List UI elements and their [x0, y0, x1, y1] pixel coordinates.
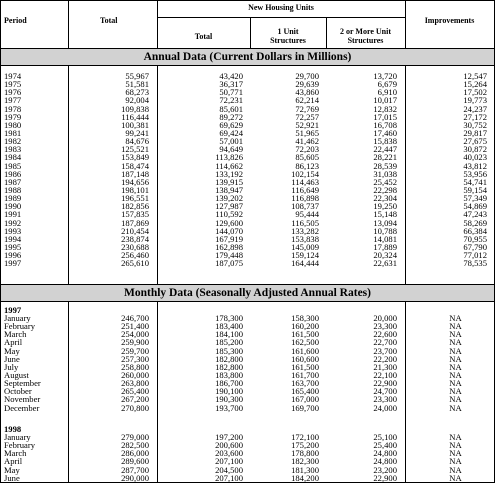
- annual-total-column: [71, 72, 149, 267]
- table-cell-one-unit: 184,200: [291, 472, 319, 483]
- table-cell-new-total: 50,771: [219, 87, 243, 98]
- table-cell-improvements: 29,817: [463, 127, 487, 138]
- table-cell-two-more: 19,250: [373, 201, 397, 212]
- table-cell-improvements: NA: [449, 361, 462, 372]
- table-cell-improvements: 40,023: [463, 152, 487, 163]
- table-cell-two-more: 25,400: [373, 440, 397, 451]
- table-cell-new-total: 138,947: [215, 184, 243, 195]
- table-cell-improvements: 43,812: [463, 160, 487, 171]
- table-cell-period: 1984: [4, 152, 22, 163]
- table-cell-total: 109,838: [121, 103, 149, 114]
- table-cell-total: 238,874: [121, 233, 149, 244]
- table-cell-total: 265,610: [121, 258, 149, 269]
- table-cell-total: 258,800: [121, 361, 149, 372]
- header-improvements: Improvements: [424, 16, 475, 25]
- table-cell-one-unit: 51,965: [295, 127, 319, 138]
- table-cell-improvements: 12,547: [463, 71, 487, 81]
- table-cell-improvements: NA: [449, 353, 462, 364]
- table-cell-one-unit: 161,600: [291, 345, 319, 356]
- table-cell-total: 182,856: [121, 201, 149, 212]
- table-cell-improvements: 24,237: [463, 103, 487, 114]
- table-cell-total: 99,241: [125, 127, 149, 138]
- table-cell-two-more: 20,324: [373, 250, 397, 261]
- table-cell-one-unit: 178,800: [291, 448, 319, 459]
- table-cell-improvements: NA: [449, 337, 462, 348]
- table-cell-improvements: NA: [449, 402, 462, 413]
- table-cell-total: 158,474: [121, 160, 149, 171]
- table-cell-one-unit: 116,898: [291, 193, 319, 204]
- table-cell-one-unit: 41,462: [295, 136, 319, 147]
- table-cell-total: 100,381: [121, 119, 149, 130]
- table-cell-period: 1995: [4, 241, 22, 252]
- table-cell-improvements: 54,741: [463, 176, 487, 187]
- table-cell-two-more: 28,221: [373, 152, 397, 163]
- table-cell-improvements: NA: [449, 369, 462, 380]
- table-cell-period: October: [4, 386, 32, 397]
- table-cell-one-unit: 175,200: [291, 440, 319, 451]
- table-cell-new-total: 185,200: [215, 337, 243, 348]
- table-cell-new-total: 207,100: [215, 472, 243, 483]
- monthly-1997-period-column: [4, 314, 64, 412]
- table-cell-new-total: 89,272: [219, 111, 243, 122]
- monthly-1997-new-total-column: [161, 314, 243, 412]
- table-cell-total: 290,000: [121, 472, 149, 483]
- table-cell-two-more: 10,017: [373, 95, 397, 106]
- table-cell-total: 289,600: [121, 456, 149, 467]
- table-cell-two-more: 6,679: [377, 79, 397, 90]
- table-cell-total: 198,101: [121, 184, 149, 195]
- table-cell-two-more: 24,700: [373, 386, 397, 397]
- table-cell-improvements: 59,154: [463, 184, 487, 195]
- table-cell-improvements: 70,955: [463, 233, 487, 244]
- table-cell-one-unit: 72,769: [295, 103, 319, 114]
- table-cell-new-total: 197,200: [215, 432, 243, 442]
- table-cell-two-more: 13,094: [373, 217, 397, 228]
- header-two-more: 2 or More Unit: [339, 27, 392, 36]
- table-cell-one-unit: 161,500: [291, 361, 319, 372]
- annual-period-column: [4, 72, 64, 267]
- table-cell-improvements: 53,956: [463, 168, 487, 179]
- table-cell-period: 1978: [4, 103, 22, 114]
- table-cell-one-unit: 52,921: [295, 119, 319, 130]
- table-cell-new-total: 129,600: [215, 217, 243, 228]
- table-cell-total: 251,400: [121, 321, 149, 332]
- table-cell-improvements: 57,349: [463, 193, 487, 204]
- table-cell-one-unit: 161,500: [291, 329, 319, 340]
- table-cell-new-total: 72,231: [219, 95, 243, 106]
- table-cell-new-total: 178,300: [215, 313, 243, 323]
- table-cell-period: 1988: [4, 184, 22, 195]
- table-cell-new-total: 144,070: [215, 225, 243, 236]
- table-cell-new-total: 184,100: [215, 329, 243, 340]
- table-cell-one-unit: 85,605: [295, 152, 319, 163]
- table-cell-two-more: 21,300: [373, 361, 397, 372]
- table-cell-total: 246,700: [121, 313, 149, 323]
- table-cell-improvements: 77,012: [463, 250, 487, 261]
- table-cell-improvements: NA: [449, 386, 462, 397]
- table-cell-two-more: 24,800: [373, 456, 397, 467]
- table-cell-total: 259,700: [121, 345, 149, 356]
- table-cell-two-more: 17,460: [373, 127, 397, 138]
- header-divider: [157, 17, 405, 18]
- table-cell-two-more: 15,838: [373, 136, 397, 147]
- table-cell-new-total: 187,075: [215, 258, 243, 269]
- table-cell-one-unit: 160,600: [291, 353, 319, 364]
- table-cell-one-unit: 167,000: [291, 394, 319, 405]
- table-cell-total: 51,581: [125, 79, 149, 90]
- table-cell-one-unit: 158,300: [291, 313, 319, 323]
- table-cell-period: December: [4, 402, 40, 413]
- table-cell-total: 254,000: [121, 329, 149, 340]
- monthly-1998-one-unit-column: [251, 433, 319, 482]
- table-cell-one-unit: 29,639: [295, 79, 319, 90]
- table-cell-improvements: 27,675: [463, 136, 487, 147]
- table-cell-total: 230,688: [121, 241, 149, 252]
- table-cell-period: 1982: [4, 136, 22, 147]
- table-cell-period: 1989: [4, 193, 22, 204]
- table-cell-two-more: 17,015: [373, 111, 397, 122]
- table-cell-period: 1991: [4, 209, 22, 220]
- table-cell-new-total: 183,400: [215, 321, 243, 332]
- table-cell-one-unit: 160,200: [291, 321, 319, 332]
- table-cell-period: June: [4, 472, 20, 483]
- table-cell-two-more: 22,700: [373, 337, 397, 348]
- table-cell-one-unit: 181,300: [291, 464, 319, 475]
- table-cell-new-total: 183,800: [215, 369, 243, 380]
- table-cell-two-more: 16,708: [373, 119, 397, 130]
- monthly-1997-improvements-column: [405, 314, 495, 412]
- table-cell-new-total: 36,317: [219, 79, 243, 90]
- table-cell-one-unit: 159,124: [291, 250, 319, 261]
- annual-section-title: Annual Data (Current Dollars in Millions): [1, 48, 494, 66]
- monthly-1997-two-more-column: [327, 314, 397, 412]
- table-cell-two-more: 6,910: [377, 87, 397, 98]
- table-cell-period: 1994: [4, 233, 22, 244]
- table-cell-total: 194,656: [121, 176, 149, 187]
- monthly-1998-total-column: [71, 433, 149, 482]
- table-cell-total: 287,700: [121, 464, 149, 475]
- table-cell-period: 1997: [4, 258, 22, 269]
- monthly-1997-total-column: [71, 314, 149, 412]
- year-label-1998: 1998: [4, 424, 22, 434]
- table-cell-period: 1996: [4, 250, 22, 261]
- table-cell-improvements: NA: [449, 329, 462, 340]
- table-cell-total: 196,551: [121, 193, 149, 204]
- table-cell-period: 1986: [4, 168, 22, 179]
- table-cell-total: 267,200: [121, 394, 149, 405]
- annual-improvements-column: [407, 72, 487, 267]
- table-cell-improvements: NA: [449, 448, 462, 459]
- table-cell-one-unit: 72,203: [295, 144, 319, 155]
- table-cell-one-unit: 95,444: [295, 209, 319, 220]
- table-cell-one-unit: 153,838: [291, 233, 319, 244]
- table-cell-new-total: 139,202: [215, 193, 243, 204]
- table-cell-total: 260,000: [121, 369, 149, 380]
- table-cell-total: 282,500: [121, 440, 149, 451]
- table-cell-period: 1992: [4, 217, 22, 228]
- table-cell-new-total: 139,915: [215, 176, 243, 187]
- table-cell-two-more: 22,100: [373, 369, 397, 380]
- table-cell-improvements: 30,752: [463, 119, 487, 130]
- table-cell-two-more: 22,304: [373, 193, 397, 204]
- table-cell-total: 286,000: [121, 448, 149, 459]
- table-cell-new-total: 69,629: [219, 119, 243, 130]
- column-divider: [157, 1, 158, 482]
- table-cell-new-total: 200,600: [215, 440, 243, 451]
- annual-two-more-column: [327, 72, 397, 267]
- table-cell-improvements: 58,269: [463, 217, 487, 228]
- table-cell-new-total: 190,100: [215, 386, 243, 397]
- table-cell-total: 68,273: [125, 87, 149, 98]
- monthly-1998-two-more-column: [327, 433, 397, 482]
- table-cell-period: 1980: [4, 119, 22, 130]
- table-cell-new-total: 182,800: [215, 361, 243, 372]
- table-cell-two-more: 22,298: [373, 184, 397, 195]
- table-cell-new-total: 182,800: [215, 353, 243, 364]
- table-cell-period: 1993: [4, 225, 22, 236]
- table-cell-two-more: 17,889: [373, 241, 397, 252]
- table-cell-new-total: 114,662: [215, 160, 243, 171]
- table-cell-period: 1979: [4, 111, 22, 122]
- table-cell-one-unit: 133,282: [291, 225, 319, 236]
- monthly-section-title: Monthly Data (Seasonally Adjusted Annual Rates): [1, 284, 494, 302]
- table-cell-period: August: [4, 369, 29, 380]
- table-cell-improvements: NA: [449, 394, 462, 405]
- table-cell-one-unit: 145,009: [291, 241, 319, 252]
- table-cell-two-more: 14,081: [373, 233, 397, 244]
- table-cell-one-unit: 86,123: [295, 160, 319, 171]
- table-cell-new-total: 204,500: [215, 464, 243, 475]
- table-cell-new-total: 85,601: [219, 103, 243, 114]
- header-two-more-structures: Structures: [347, 36, 384, 45]
- table-cell-period: 1985: [4, 160, 22, 171]
- table-cell-improvements: NA: [449, 321, 462, 332]
- table-cell-two-more: 23,300: [373, 394, 397, 405]
- table-cell-one-unit: 102,154: [291, 168, 319, 179]
- table-cell-total: 257,300: [121, 353, 149, 364]
- header-total: Total: [100, 16, 118, 25]
- header-one-unit-structures: Structures: [270, 36, 306, 45]
- table-cell-period: April: [4, 456, 23, 467]
- table-cell-new-total: 133,192: [215, 168, 243, 179]
- table-cell-total: 270,800: [121, 402, 149, 413]
- monthly-1998-new-total-column: [161, 433, 243, 482]
- table-cell-one-unit: 164,444: [291, 258, 319, 269]
- table-cell-new-total: 167,919: [215, 233, 243, 244]
- table-cell-two-more: 20,000: [373, 313, 397, 323]
- table-cell-improvements: NA: [449, 313, 462, 323]
- table-cell-total: 263,800: [121, 378, 149, 389]
- table-cell-period: January: [4, 313, 31, 323]
- table-cell-one-unit: 163,700: [291, 378, 319, 389]
- table-cell-two-more: 24,800: [373, 448, 397, 459]
- table-cell-total: 259,900: [121, 337, 149, 348]
- table-cell-improvements: 66,384: [463, 225, 487, 236]
- monthly-1997-one-unit-column: [251, 314, 319, 412]
- annual-new-total-column: [161, 72, 243, 267]
- table-cell-period: February: [4, 321, 36, 332]
- table-cell-two-more: 22,900: [373, 378, 397, 389]
- table-cell-improvements: 67,790: [463, 241, 487, 252]
- table-cell-one-unit: 43,860: [295, 87, 319, 98]
- header-new-total: Total: [194, 32, 213, 41]
- table-cell-improvements: 17,502: [463, 87, 487, 98]
- table-cell-two-more: 23,700: [373, 345, 397, 356]
- table-cell-new-total: 162,898: [215, 241, 243, 252]
- table-cell-two-more: 24,000: [373, 402, 397, 413]
- table-cell-total: 84,676: [125, 136, 149, 147]
- table-cell-two-more: 13,720: [373, 71, 397, 81]
- table-cell-improvements: NA: [449, 378, 462, 389]
- table-cell-period: March: [4, 329, 27, 340]
- table-cell-period: May: [4, 345, 20, 356]
- table-cell-improvements: 78,535: [463, 258, 487, 269]
- table-cell-improvements: 47,243: [463, 209, 487, 220]
- table-cell-two-more: 12,832: [373, 103, 397, 114]
- table-cell-improvements: NA: [449, 464, 462, 475]
- table-cell-new-total: 57,001: [219, 136, 243, 147]
- table-cell-improvements: 54,869: [463, 201, 487, 212]
- table-cell-one-unit: 182,300: [291, 456, 319, 467]
- table-cell-new-total: 185,300: [215, 345, 243, 356]
- table-cell-one-unit: 162,500: [291, 337, 319, 348]
- table-cell-improvements: NA: [449, 456, 462, 467]
- table-cell-one-unit: 114,463: [291, 176, 319, 187]
- table-cell-one-unit: 165,400: [291, 386, 319, 397]
- table-cell-one-unit: 72,257: [295, 111, 319, 122]
- table-cell-one-unit: 172,100: [291, 432, 319, 442]
- table-cell-one-unit: 169,700: [291, 402, 319, 413]
- table-cell-improvements: NA: [449, 345, 462, 356]
- table-cell-one-unit: 116,505: [291, 217, 319, 228]
- table-cell-new-total: 127,987: [215, 201, 243, 212]
- table-cell-one-unit: 62,214: [295, 95, 319, 106]
- table-cell-new-total: 113,826: [215, 152, 243, 163]
- table-cell-total: 256,460: [121, 250, 149, 261]
- table-cell-improvements: 19,773: [463, 95, 487, 106]
- table-cell-period: January: [4, 432, 31, 442]
- table-cell-improvements: NA: [449, 432, 462, 442]
- table-cell-period: March: [4, 448, 27, 459]
- table-cell-two-more: 22,900: [373, 472, 397, 483]
- table-cell-period: 1975: [4, 79, 22, 90]
- header-new-housing-units: New Housing Units: [248, 3, 314, 12]
- table-cell-one-unit: 116,649: [291, 184, 319, 195]
- table-cell-two-more: 22,631: [373, 258, 397, 269]
- table-cell-one-unit: 108,737: [291, 201, 319, 212]
- year-label-1997: 1997: [4, 305, 22, 315]
- table-cell-period: November: [4, 394, 41, 405]
- table-cell-improvements: 30,872: [463, 144, 487, 155]
- table-cell-improvements: NA: [449, 440, 462, 451]
- table-cell-total: 153,849: [121, 152, 149, 163]
- table-cell-two-more: 23,200: [373, 464, 397, 475]
- table-cell-period: July: [4, 361, 19, 372]
- table-cell-total: 157,835: [121, 209, 149, 220]
- table-cell-two-more: 23,300: [373, 321, 397, 332]
- table-cell-period: May: [4, 464, 20, 475]
- table-cell-new-total: 43,420: [219, 71, 243, 81]
- table-cell-total: 210,454: [121, 225, 149, 236]
- table-cell-period: April: [4, 337, 23, 348]
- table-cell-two-more: 31,038: [373, 168, 397, 179]
- table-cell-period: 1976: [4, 87, 22, 98]
- table-cell-total: 265,400: [121, 386, 149, 397]
- table-cell-period: 1977: [4, 95, 22, 106]
- table-cell-two-more: 22,447: [373, 144, 397, 155]
- table-cell-new-total: 190,300: [215, 394, 243, 405]
- table-cell-one-unit: 29,700: [295, 71, 319, 81]
- table-cell-period: 1983: [4, 144, 22, 155]
- table-cell-new-total: 69,424: [219, 127, 243, 138]
- annual-one-unit-column: [251, 72, 319, 267]
- header-period: Period: [4, 16, 27, 25]
- header-one-unit: 1 Unit: [277, 27, 299, 36]
- table-cell-two-more: 22,200: [373, 353, 397, 364]
- table-cell-total: 125,521: [121, 144, 149, 155]
- table-cell-total: 187,148: [121, 168, 149, 179]
- table-cell-total: 279,000: [121, 432, 149, 442]
- table-cell-period: February: [4, 440, 36, 451]
- table-cell-total: 92,004: [125, 95, 149, 106]
- table-cell-period: September: [4, 378, 41, 389]
- table-cell-period: 1974: [4, 71, 22, 81]
- table-cell-two-more: 10,788: [373, 225, 397, 236]
- table-cell-total: 116,444: [121, 111, 149, 122]
- column-divider: [68, 1, 69, 482]
- table-cell-improvements: NA: [449, 472, 462, 483]
- monthly-1998-improvements-column: [405, 433, 495, 482]
- table-cell-new-total: 186,700: [215, 378, 243, 389]
- table-cell-period: June: [4, 353, 20, 364]
- monthly-1998-period-column: [4, 433, 64, 482]
- table-cell-period: 1981: [4, 127, 22, 138]
- table-cell-total: 55,967: [125, 71, 149, 81]
- table-cell-one-unit: 161,700: [291, 369, 319, 380]
- table-cell-two-more: 25,452: [373, 176, 397, 187]
- table-cell-two-more: 22,600: [373, 329, 397, 340]
- table-cell-period: 1987: [4, 176, 22, 187]
- table-cell-new-total: 207,100: [215, 456, 243, 467]
- table-cell-total: 187,869: [121, 217, 149, 228]
- table-cell-period: 1990: [4, 201, 22, 212]
- table-cell-two-more: 15,148: [373, 209, 397, 220]
- table-cell-new-total: 179,448: [215, 250, 243, 261]
- table-cell-two-more: 25,100: [373, 432, 397, 442]
- table-cell-improvements: 15,264: [463, 79, 487, 90]
- table-cell-new-total: 193,700: [215, 402, 243, 413]
- table-cell-new-total: 110,592: [215, 209, 243, 220]
- table-cell-improvements: 27,172: [463, 111, 487, 122]
- table-cell-two-more: 28,539: [373, 160, 397, 171]
- table-cell-new-total: 203,600: [215, 448, 243, 459]
- table-cell-new-total: 94,649: [219, 144, 243, 155]
